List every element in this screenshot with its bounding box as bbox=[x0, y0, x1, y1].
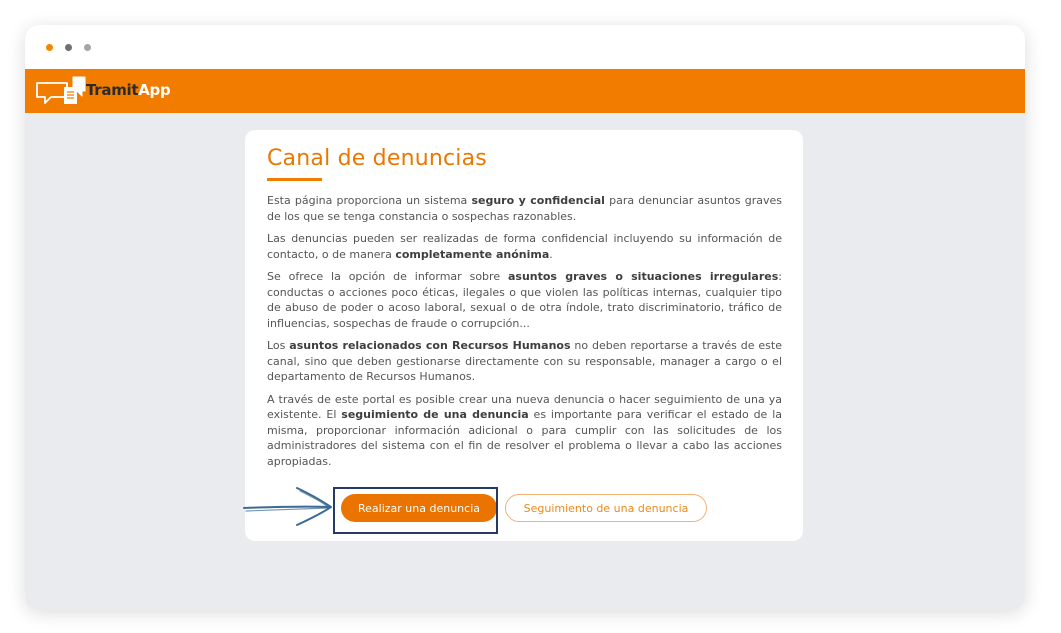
body-text: para denunciar asuntos graves de los que se tenga constancia o sospechas razonables. bbox=[267, 194, 782, 223]
app-header bbox=[25, 69, 1025, 113]
highlight-box bbox=[333, 487, 498, 534]
emphasis-text: asuntos relacionados con Recursos Humanos bbox=[289, 339, 571, 352]
body-text: Los bbox=[267, 339, 290, 352]
window-minimize-dot[interactable] bbox=[65, 44, 72, 51]
description-paragraph bbox=[267, 193, 782, 224]
brand-name[interactable] bbox=[86, 81, 170, 99]
body-text: : conductas o acciones poco éticas, ilegales o que violen las políticas internas, cualquier tipo de abuso de poder o acoso laboral, sexual o de otra índole, trato discriminatorio, tráfico de influencias, sospechas de fraude o corrupción... bbox=[267, 270, 782, 330]
brand-name-part2: App bbox=[138, 81, 171, 99]
body-text: es importante para verificar el estado de la misma, proporcionar información adicional o para cumplir con las solicitudes de los administradores del sistema con el fin de resolver el problema o llevar a cabo las acciones apropiadas. bbox=[267, 408, 782, 468]
body-text: Se ofrece la opción de informar sobre bbox=[267, 270, 508, 283]
description-paragraph bbox=[267, 231, 782, 262]
report-button[interactable]: Realizar una denuncia bbox=[341, 494, 497, 522]
chat-bubbles-icon bbox=[34, 74, 88, 108]
emphasis-text: completamente anónima bbox=[395, 247, 550, 261]
window-close-dot[interactable] bbox=[46, 44, 53, 51]
body-text: A través de este portal es posible crear una nueva denuncia o hacer seguimiento de una ya existente. El bbox=[267, 392, 782, 421]
emphasis-text: asuntos graves o situaciones irregulares bbox=[507, 270, 779, 283]
follow-up-button[interactable]: Seguimiento de una denuncia bbox=[505, 494, 707, 522]
page-title: Canal de denuncias bbox=[267, 146, 487, 171]
hand-drawn-arrow-icon bbox=[242, 486, 334, 526]
description-paragraph bbox=[267, 338, 782, 385]
emphasis-text: seguimiento de una denuncia bbox=[341, 408, 529, 421]
emphasis-text: seguro y confidencial bbox=[471, 194, 605, 207]
description-paragraph bbox=[267, 269, 782, 331]
whistleblower-card bbox=[245, 130, 803, 541]
body-text: no deben reportarse a través de este canal, sino que deben gestionarse directamente con su responsable, manager a cargo o el departamento de Recursos Humanos. bbox=[267, 339, 782, 383]
browser-window bbox=[25, 25, 1025, 610]
body-text: Las denuncias pueden ser realizadas de forma confidencial incluyendo su información de contacto, o de manera bbox=[267, 232, 782, 261]
window-maximize-dot[interactable] bbox=[84, 44, 91, 51]
brand-name-part1: Tramit bbox=[86, 81, 139, 99]
window-titlebar bbox=[25, 25, 1025, 69]
title-underline bbox=[267, 178, 322, 181]
card-content bbox=[267, 193, 782, 476]
body-text: . bbox=[549, 247, 553, 261]
description-paragraph bbox=[267, 392, 782, 470]
body-text: Esta página proporciona un sistema bbox=[267, 194, 472, 207]
